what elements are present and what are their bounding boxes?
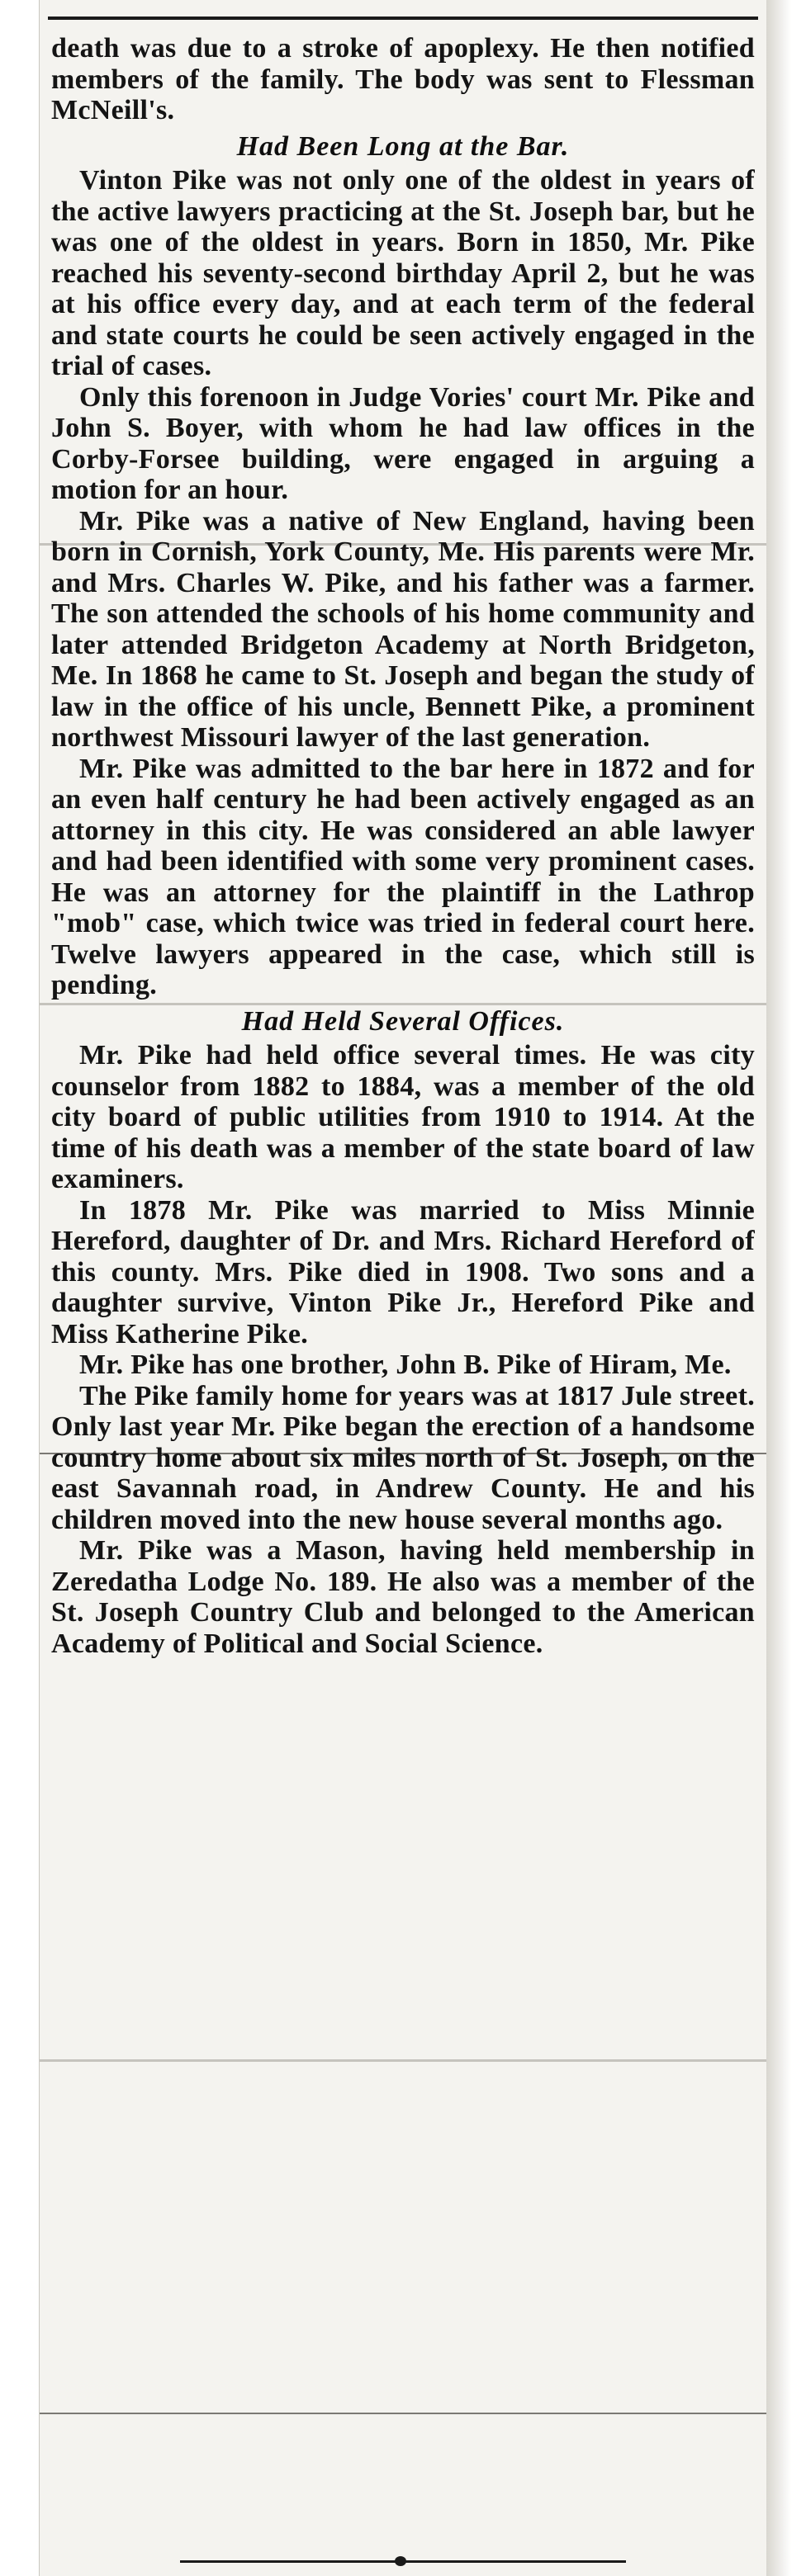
article-paragraph: death was due to a stroke of apoplexy. He then notified members of the family. The body was sent to Flessman McNeill's. [51, 33, 755, 125]
scan-edge-shadow [766, 0, 791, 2576]
article-paragraph: Mr. Pike was admitted to the bar here in 1872 and for an even half century he had been actively engaged as an attorney in this city. He was considered an able lawyer and had been identified with some very prominent cases. He was an attorney for the plaintiff in the Lathrop "mob" case, which twice was tried in federal court here. Twelve lawyers appeared in the case, which still is pending. [51, 753, 755, 1000]
article-paragraph: Mr. Pike was a Mason, having held membership in Zeredatha Lodge No. 189. He also was a member of the St. Joseph Country Club and belonged to the American Academy of Political and Social Science. [51, 1535, 755, 1659]
article-column [51, 33, 755, 1659]
article-paragraph: Vinton Pike was not only one of the oldest in years of the active lawyers practicing at the St. Joseph bar, but he was one of the oldest in years. Born in 1850, Mr. Pike reached his seventy-second birthday April 2, but he was at his office every day, and at each term of the federal and state courts he could be seen actively engaged in the trial of cases. [51, 165, 755, 381]
end-ornament [395, 2556, 406, 2566]
subhead-long-at-bar: Had Been Long at the Bar. [236, 130, 570, 162]
fold-line [40, 2059, 766, 2062]
article-paragraph: Mr. Pike had held office several times. He was city counselor from 1882 to 1884, was a member of the old city board of public utilities from 1910 to 1914. At the time of his death was a member of the state board of law examiners. [51, 1040, 755, 1194]
top-column-rule [48, 17, 758, 20]
article-paragraph: Only this forenoon in Judge Vories' court Mr. Pike and John S. Boyer, with whom he had law offices in the Corby-Forsee building, were engaged in arguing a motion for an hour. [51, 381, 755, 505]
article-paragraph: The Pike family home for years was at 1817 Jule street. Only last year Mr. Pike began the erection of a handsome country home about six miles north of St. Joseph, on the east Savannah road, in Andrew County. He and his children moved into the new house several months ago. [51, 1380, 755, 1535]
fold-line [40, 2413, 766, 2414]
article-paragraph: In 1878 Mr. Pike was married to Miss Minnie Hereford, daughter of Dr. and Mrs. Richard Hereford of this county. Mrs. Pike died in 1908. Two sons and a daughter survive, Vinton Pike Jr., Hereford Pike and Miss Katherine Pike. [51, 1194, 755, 1349]
article-paragraph: Mr. Pike has one brother, John B. Pike of Hiram, Me. [79, 1349, 732, 1380]
subhead-several-offices: Had Held Several Offices. [241, 1005, 565, 1037]
article-paragraph: Mr. Pike was a native of New England, having been born in Cornish, York County, Me. His parents were Mr. and Mrs. Charles W. Pike, and his father was a farmer. The son attended the schools of his home community and later attended Bridgeton Academy at North Bridgeton, Me. In 1868 he came to St. Joseph and began the study of law in the office of his uncle, Bennett Pike, a prominent northwest Missouri lawyer of the last generation. [51, 505, 755, 753]
